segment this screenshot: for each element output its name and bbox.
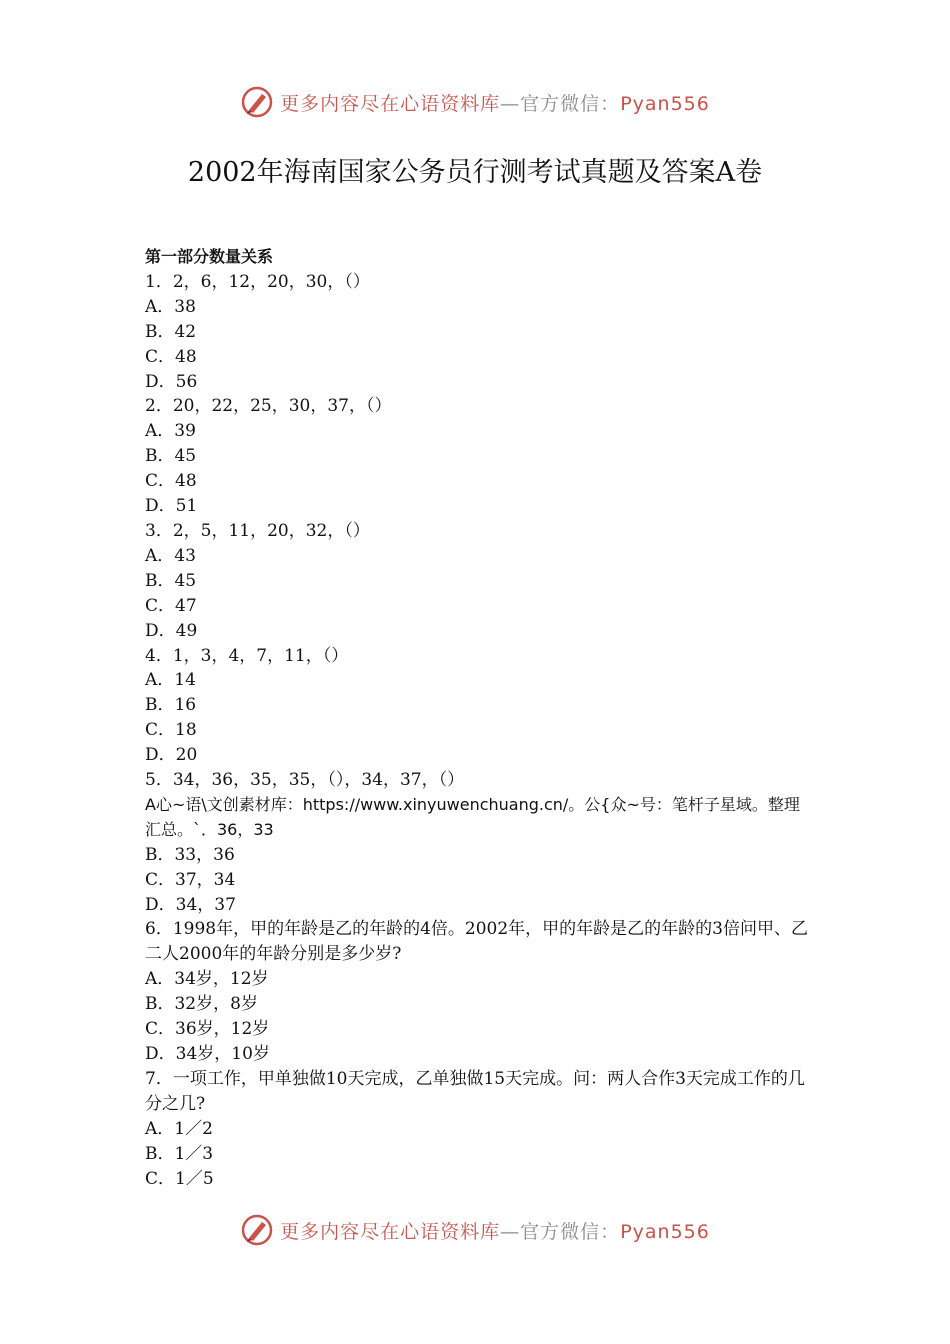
- header-banner: [0, 82, 950, 122]
- question-3: 3．2，5，11，20，32，（）: [145, 520, 370, 541]
- option-line: B．16: [145, 695, 197, 716]
- option-line: A．39: [145, 421, 196, 442]
- option-line: A．38: [145, 296, 196, 317]
- question-4: 4．1，3，4，7，11，（）: [145, 645, 349, 666]
- section-heading: 第一部分数量关系: [145, 247, 274, 266]
- option-line: C．18: [145, 720, 197, 741]
- option-line: B．32岁，8岁: [145, 994, 258, 1015]
- option-line: D．49: [145, 620, 198, 641]
- pen-logo-icon: [240, 1213, 274, 1247]
- option-line: B．33，36: [145, 844, 235, 865]
- option-line: B．1／3: [145, 1143, 214, 1164]
- option-line: B．45: [145, 570, 197, 591]
- option-line: C．36岁，12岁: [145, 1019, 270, 1040]
- option-line: C．48: [145, 346, 197, 367]
- option-line: D．34岁，10岁: [145, 1044, 270, 1064]
- question-7: 7．一项工作，甲单独做10天完成，乙单独做15天完成。问：两人合作3天完成工作的几分之几?: [145, 1068, 805, 1114]
- banner-text: 更多内容尽在心语资料库—官方微信：Pyan556: [280, 1220, 710, 1243]
- footer-banner: [0, 1210, 950, 1250]
- watermark-option-line: A心~语\文创素材库：https://www.xinyuwenchuang.cn/。公{众~号：笔杆子星域。整理汇总。`．36，33: [145, 794, 800, 839]
- option-line: A．34岁，12岁: [145, 969, 269, 990]
- question-2: 2．20，22，25，30，37，（）: [145, 396, 392, 417]
- option-line: C．1／5: [145, 1168, 214, 1189]
- banner-text: 更多内容尽在心语资料库—官方微信：Pyan556: [280, 92, 710, 115]
- option-line: D．51: [145, 496, 198, 517]
- option-line: C．47: [145, 595, 197, 616]
- option-line: A．14: [145, 670, 196, 691]
- option-line: B．45: [145, 446, 197, 467]
- option-line: D．56: [145, 371, 198, 392]
- pen-logo-icon: [240, 85, 274, 119]
- document-title: 2002年海南国家公务员行测考试真题及答案A卷: [187, 157, 763, 188]
- document-body: [145, 245, 815, 1191]
- option-line: D．20: [145, 745, 198, 766]
- option-line: A．43: [145, 545, 196, 566]
- question-5: 5．34，36，35，35，（），34，37，（）: [145, 770, 465, 791]
- option-line: C．48: [145, 471, 197, 492]
- option-line: A．1／2: [145, 1118, 213, 1139]
- option-line: D．34，37: [145, 894, 236, 915]
- option-line: B．42: [145, 321, 197, 342]
- question-1: 1．2，6，12，20，30，（）: [145, 271, 370, 292]
- question-6: 6．1998年，甲的年龄是乙的年龄的4倍。2002年，甲的年龄是乙的年龄的3倍问甲、乙二人2000年的年龄分别是多少岁?: [145, 919, 808, 965]
- option-line: C．37，34: [145, 869, 236, 890]
